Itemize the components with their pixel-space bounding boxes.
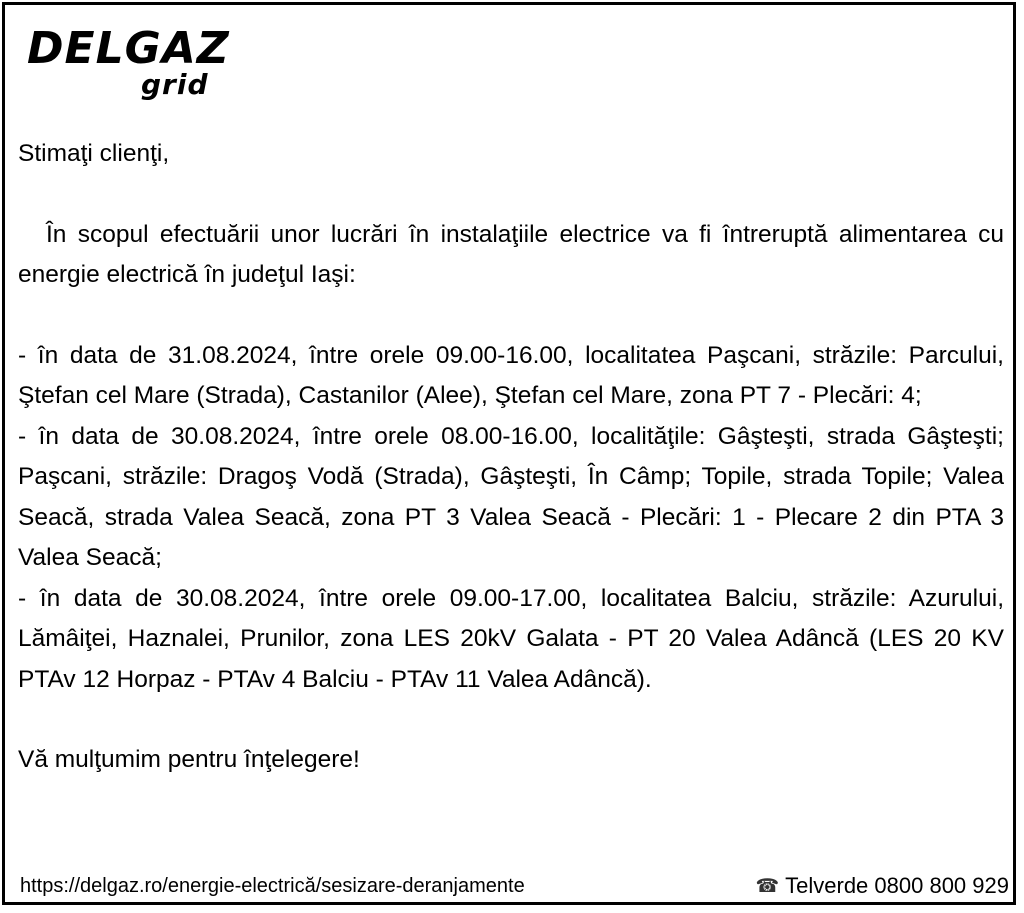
- phone-number: Telverde 0800 800 929: [785, 873, 1009, 898]
- logo-sub: grid: [141, 68, 209, 101]
- outage-item: - în data de 31.08.2024, între orele 09.00-16.00, localitatea Paşcani, străzile: Parcului, Ştefan cel Mare (Strada), Castanilor (Alee), Ştefan cel Mare, zona PT 7 - Plecări: 4;: [18, 341, 1004, 409]
- outage-item: - în data de 30.08.2024, între orele 09.00-17.00, localitatea Balciu, străzile: Azurului, Lămâiţei, Haznalei, Prunilor, zona LES 20kV Galata - PT 20 Valea Adâncă (LES 20 KV PTAv 12 Horpaz - PTAv 4 Balciu - PTAv 11 Valea Adâncă).: [18, 584, 1004, 693]
- outage-item: - în data de 30.08.2024, între orele 08.00-16.00, localităţile: Gâşteşti, strada Gâşteşti; Paşcani, străzile: Dragoş Vodă (Strada), Gâşteşti, În Câmp; Topile, strada Topile; Valea Seacă, strada Valea Seacă, zona PT 3 Valea Seacă - Plecări: 1 - Plecare 2 din PTA 3 Valea Seacă;: [18, 422, 1004, 571]
- closing: Vă mulţumim pentru înţelegere!: [18, 746, 360, 773]
- footer-phone: [755, 873, 1009, 899]
- greeting: Stimaţi clienţi,: [18, 140, 170, 167]
- telephone-icon: ☎: [755, 875, 780, 897]
- footer-url: https://delgaz.ro/energie-electrică/sesizare-deranjamente: [20, 875, 525, 897]
- logo-brand: DELGAZ: [27, 23, 230, 74]
- letter-body: [18, 134, 1004, 781]
- intro-paragraph: În scopul efectuării unor lucrări în instalaţiile electrice va fi întreruptă alimentarea cu energie electrică în judeţul Iaşi:: [18, 220, 1004, 288]
- delgaz-grid-logo: [27, 23, 230, 104]
